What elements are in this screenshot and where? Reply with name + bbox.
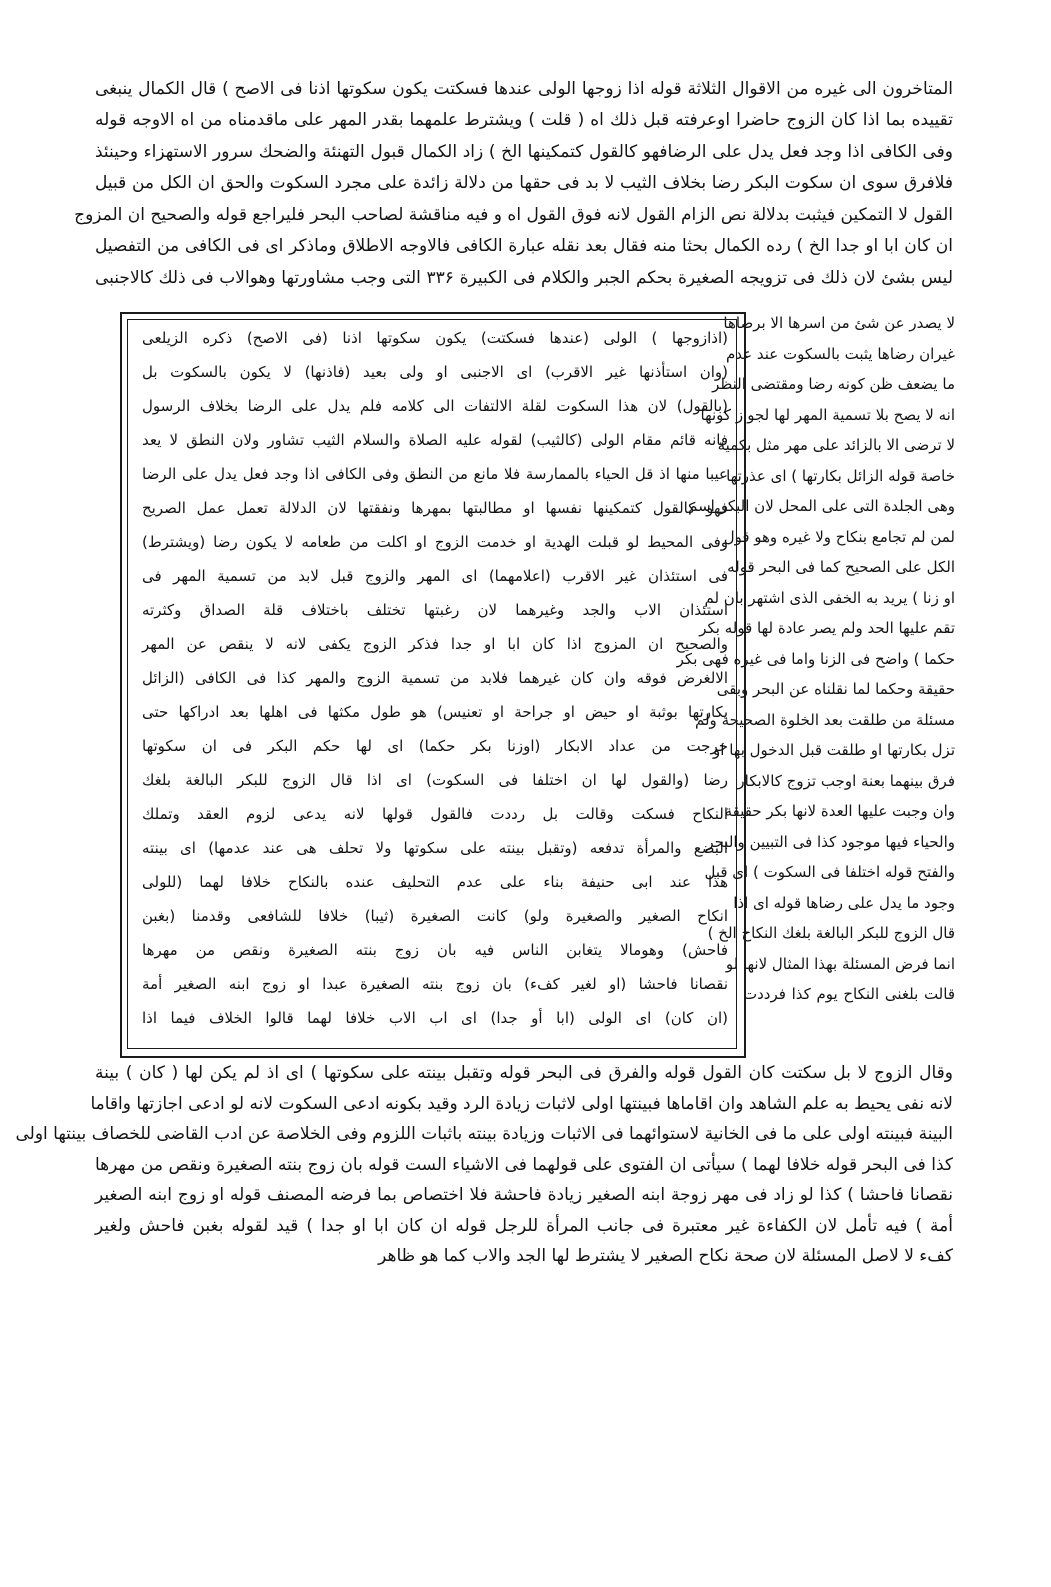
main-line-18: انكاح الصغير والصغيرة ولو) كانت الصغيرة (ثيبا) خلافا للشافعى وقدمنا (بغبن xyxy=(142,907,728,925)
main-line-6: فهو كالقول كتمكينها نفسها او مطالبتها بمهرها ونفقتها لان الدلالة تعمل عمل الصريح xyxy=(142,499,728,517)
main-line-19: فاحش) وهومالا يتغابن الناس فيه بان زوج بنته الصغيرة ونقص من مهرها xyxy=(142,941,728,959)
main-line-7: وفى المحيط لو قبلت الهدية او خدمت الزوج او اكلت من طعامه لا يكون رضا (ويشترط) xyxy=(142,533,728,551)
margin-line-13: حقيقة وحكما لما نقلناه عن البحر وبقى xyxy=(716,680,955,698)
margin-line-21: قال الزوج للبكر البالغة بلغك النكاح الخ ) xyxy=(707,924,955,942)
top-line-5: القول لا التمكين فيثبت بدلالة نص الزام القول لانه فوق القول اه و فيه مناقشة لصاحب البحر فليراجع قوله والصحيح ان المزوج xyxy=(74,205,953,225)
margin-line-19: والفتح قوله اختلفا فى السكوت ) اى قبل xyxy=(704,863,955,881)
main-line-11: الالغرض فوقه وان كان غيرهما فلابد من تسمية الزوج والمهر كذا فى الكافى (الزائل xyxy=(142,669,728,687)
top-line-6: ان كان ابا او جدا الخ ) رده الكمال بحثا منه فقال بعد نقله عبارة الكافى فالاوجه الاطلاق وماذكر اى فى الكافى من التفصيل xyxy=(95,236,953,256)
margin-line-12: حكما ) واضح فى الزنا واما فى غيره فهى بكر xyxy=(676,650,955,668)
margin-line-3: ما يضعف ظن كونه رضا ومقتضى النظر xyxy=(712,375,955,393)
margin-line-22: انما فرض المسئلة بهذا المثال لانها لو xyxy=(725,955,955,973)
margin-line-20: وجود ما يدل على رضاها قوله اى اذا xyxy=(733,894,955,912)
margin-line-15: تزل بكارتها او طلقت قبل الدخول بها او xyxy=(713,741,955,759)
main-line-1: (اذازوجها ) الولى (عندها فسكتت) يكون سكوتها اذنا (فى الاصح) ذكره الزيلعى xyxy=(142,329,728,347)
top-line-4: فلافرق سوى ان سكوت البكر رضا بخلاف الثيب لا بد فى حقها من دلالة زائدة على مجرد السكوت والحق ان الكل من قبيل xyxy=(95,173,953,193)
margin-line-23: قالت بلغنى النكاح يوم كذا فرددت xyxy=(743,985,955,1003)
top-line-2: تقييده بما اذا كان الزوج حاضرا اوعرفته قبل ذلك اه ( قلت ) ويشترط علمهما بقدر المهر على ماقدمناه من اه الاوجه قوله xyxy=(95,110,953,130)
margin-line-9: الكل على الصحيح كما فى البحر قوله xyxy=(727,558,955,576)
bottom-line-2: لانه نفى يحيط به علم الشاهد وان اقاماها فبينتها اولى لاثبات زيادة الرد وقيد بكونه ادعى السكوت لانه لو ادعى اجازتها واقاما xyxy=(90,1094,953,1114)
bottom-line-5: نقصانا فاحشا ) كذا لو زاد فى مهر زوجة ابنه الصغير زيادة فاحشة فلا اختصاص بما فرضه المصنف قوله او زوج ابنه الصغير xyxy=(95,1185,953,1205)
main-line-16: البضع والمرأة تدفعه (وتقبل بينته على سكوتها ولا تحلف هى عند عدمها) اى بينته xyxy=(142,839,728,857)
margin-line-16: فرق بينهما بعنة اوجب تزوج كالابكار xyxy=(737,772,955,790)
margin-line-7: وهى الجلدة التى على المحل لان البكر اسم xyxy=(688,497,955,515)
main-line-3: (بالقول) لان هذا السكوت لقلة الالتفات الى كلامه فلم يدل على الرضا بخلاف الرسول xyxy=(142,397,728,415)
bottom-line-6: أمة ) فيه تأمل لان الكفاءة غير معتبرة فى جانب المرأة للرجل قوله ان كان ابا او جدا ) قيد لقوله بغبن فاحش ولغير xyxy=(95,1216,953,1236)
margin-line-2: غيران رضاها يثبت بالسكوت عند عدم xyxy=(726,345,955,363)
margin-line-6: خاصة قوله الزائل بكارتها ) اى عذرتها xyxy=(726,467,955,485)
main-line-17: هذا عند ابى حنيفة بناء على عدم التحليف عنده بالنكاح خلافا لهما (للولى xyxy=(142,873,728,891)
main-line-4: فانه قائم مقام الولى (كالثيب) لقوله عليه الصلاة والسلام الثيب تشاور ولان النطق لا يعد xyxy=(142,431,728,449)
bottom-line-4: كذا فى البحر قوله خلافا لهما ) سيأتى ان الفتوى على قولهما فى الاشياء الست قوله بان زوج بنته الصغيرة ونقص من مهرها xyxy=(95,1155,953,1175)
main-line-8: فى استئذان غير الاقرب (اعلامهما) اى المهر والزوج قبل لابد من تسمية المهر فى xyxy=(142,567,728,585)
margin-line-11: تقم عليها الحد ولم يصر عادة لها قوله بكر xyxy=(699,619,955,637)
top-line-3: وفى الكافى اذا وجد فعل يدل على الرضافهو كالقول كتمكينها الخ ) زاد الكمال قبول التهنئة والضحك سرور الاستهزاء وحينئذ xyxy=(95,142,953,162)
main-line-12: بكارتها بوثبة او حيض او جراحة او تعنيس) هو طول مكثها فى اهلها بعد ادراكها حتى xyxy=(142,703,728,721)
margin-line-14: مسئلة من طلقت بعد الخلوة الصحيحة ولم xyxy=(695,711,955,729)
margin-line-18: والحياء فيها موجود كذا فى التبيين والبحر xyxy=(706,833,955,851)
main-line-13: خرجت من عداد الابكار (اوزنا بكر حكما) اى لها حكم البكر فى ان سكوتها xyxy=(142,737,728,755)
margin-line-4: انه لا يصح بلا تسمية المهر لها لجواز كونها xyxy=(700,406,955,424)
margin-line-5: لا ترضى الا بالزائد على مهر مثل بكمية xyxy=(717,436,955,454)
bottom-line-3: البينة فبينته اولى على ما فى الخانية لاستوائهما فى الاثبات وزيادة بينته باثبات اللزوم وفى الخلاصة عن ادب القاضى للخصاف بينتها اولى xyxy=(15,1124,953,1144)
main-line-21: (ان كان) اى الولى (ابا أو جدا) اى اب الاب خلافا لهما قالوا الخلاف فيما اذا xyxy=(142,1009,728,1027)
main-line-20: نقصانا فاحشا (او لغير كفء) بان زوج بنته الصغيرة عبدا او زوج ابنه الصغير أمة xyxy=(142,975,728,993)
main-line-5: عيبا منها اذ قل الحياء بالممارسة فلا مانع من النطق وفى الكافى اذا وجد فعل يدل على الرضا xyxy=(142,465,728,483)
margin-line-10: او زنا ) يريد به الخفى الذى اشتهر بان لم xyxy=(704,589,955,607)
margin-line-8: لمن لم تجامع بنكاح ولا غيره وهو قول xyxy=(723,528,955,546)
main-line-14: رضا (والقول لها ان اختلفا فى السكوت) اى اذا قال الزوج للبكر البالغة بلغك xyxy=(142,771,728,789)
top-line-1: المتاخرون الى غيره من الاقوال الثلاثة قوله اذا زوجها الولى عندها فسكتت يكون سكوتها اذنا فى الاصح ) قال الكمال ينبغى xyxy=(95,79,953,99)
bottom-line-1: وقال الزوج لا بل سكتت كان القول قوله والفرق فى البحر قوله وتقبل بينته على سكوتها ) اى اذ لم يكن لها ( كان ) بينة xyxy=(95,1063,953,1083)
top-line-7: ليس بشئ لان ذلك فى تزويجه الصغيرة بحكم الجبر والكلام فى الكبيرة ۳۳۶ التى وجب مشاورتها وهوالاب فى ذلك كالاجنبى xyxy=(95,268,953,288)
bottom-line-7: كفء لا لاصل المسئلة لان صحة نكاح الصغير لا يشترط لها الجد والاب كما هو ظاهر xyxy=(378,1246,953,1266)
main-line-15: النكاح فسكت وقالت بل رددت فالقول قولها لانه يدعى لزوم العقد وتملك xyxy=(142,805,728,823)
main-line-9: استئذان الاب والجد وغيرهما لان رغبتها تختلف باختلاف قلة الصداق وكثرته xyxy=(142,601,728,619)
margin-line-1: لا يصدر عن شئ من اسرها الا برضاها xyxy=(723,314,955,332)
main-line-2: (وان استأذنها غير الاقرب) اى الاجنبى او ولى بعيد (فاذنها) لا يكون بالسكوت بل xyxy=(142,363,728,381)
margin-line-17: وان وجبت عليها العدة لانها بكر حقيقة xyxy=(724,802,955,820)
main-line-10: والصحيح ان المزوج اذا كان ابا او جدا فذكر الزوج يكفى لانه لا ينقص عن المهر xyxy=(142,635,728,653)
